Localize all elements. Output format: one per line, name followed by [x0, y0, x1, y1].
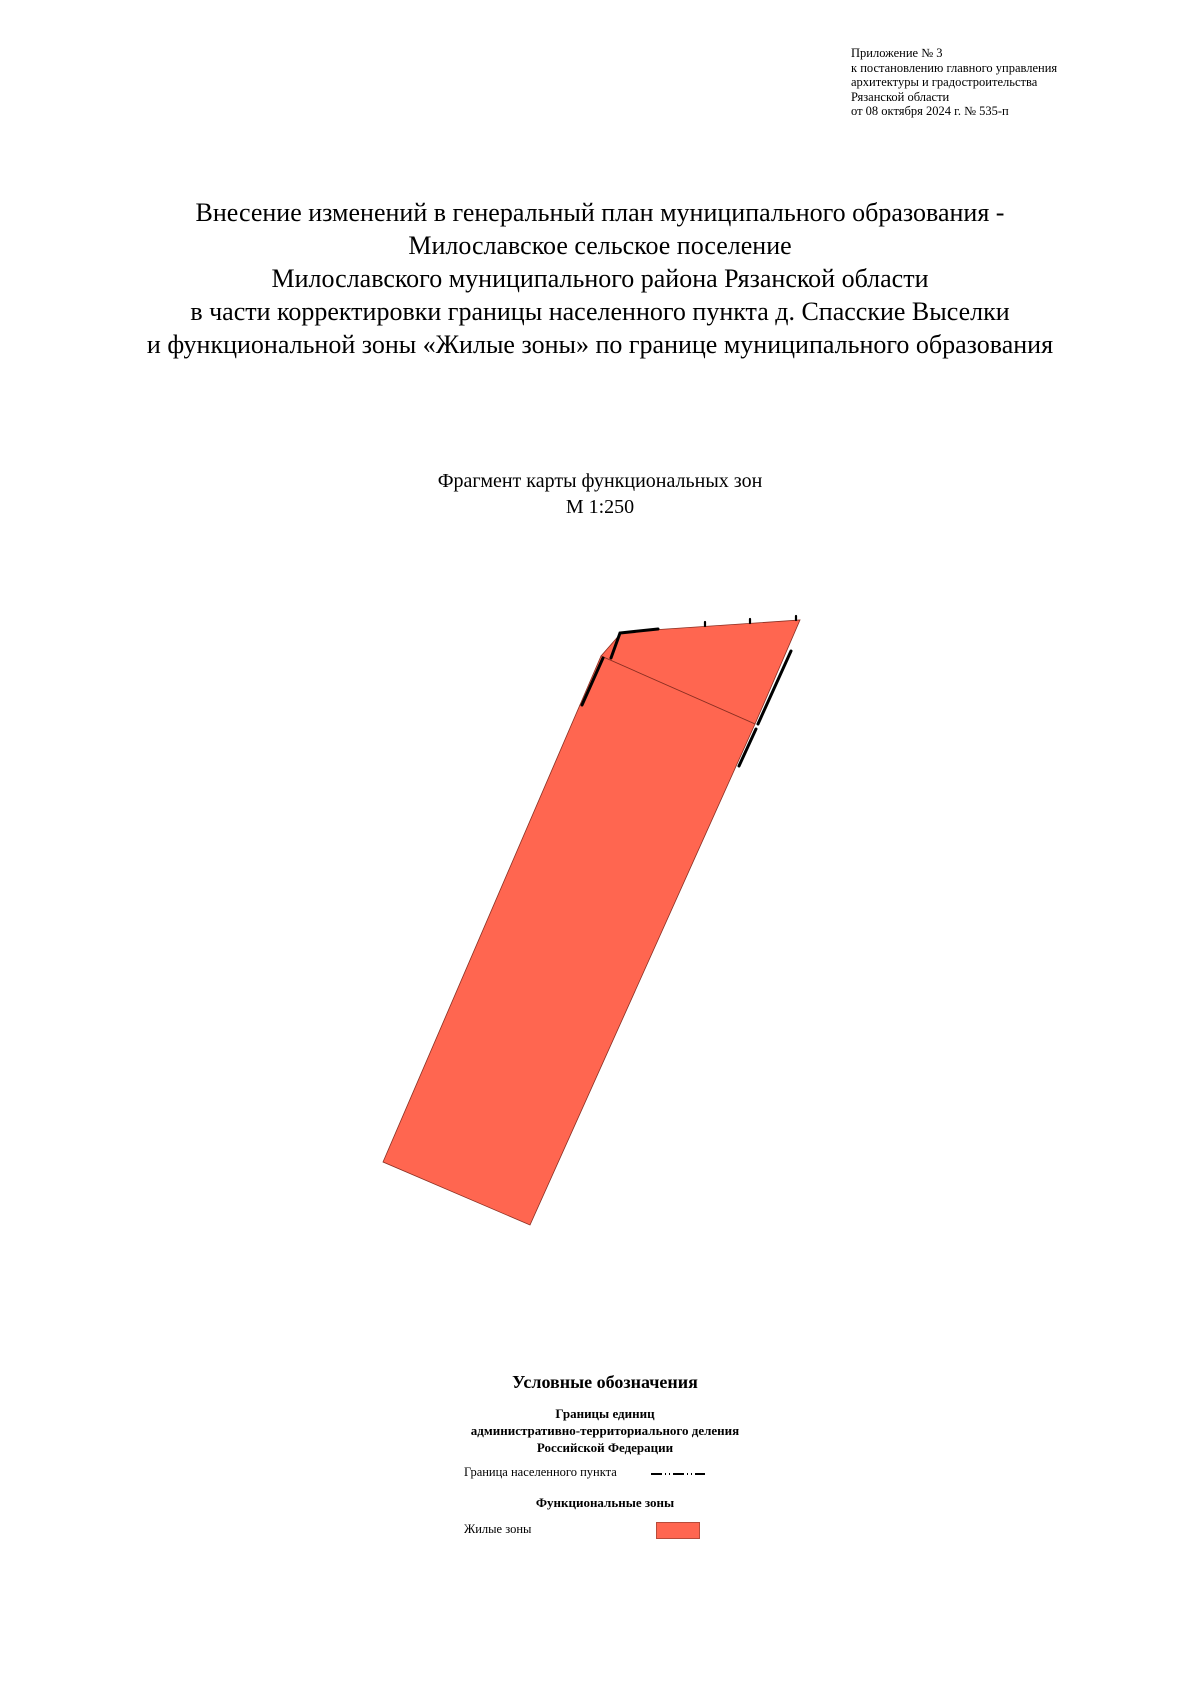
- title-line: и функциональной зоны «Жилые зоны» по границе муниципального образования: [146, 330, 1054, 359]
- legend-group-line: административно-территориального деления: [470, 1423, 740, 1438]
- appendix-line: Приложение № 3: [851, 46, 943, 60]
- appendix-line: от 08 октября 2024 г. № 535-п: [851, 104, 1009, 118]
- legend-settlement-boundary-label: Граница населенного пункта: [464, 1465, 617, 1479]
- title-line: в части корректировки границы населенного пункта д. Спасские Выселки: [190, 297, 1010, 326]
- legend-group-line: Границы единиц: [555, 1406, 655, 1421]
- legend-boundaries-group: [400, 1405, 810, 1456]
- title-line: Милославского муниципального района Рязанской области: [271, 264, 929, 293]
- map-scale: М 1:250: [565, 496, 635, 518]
- legend-group-line: Российской Федерации: [536, 1440, 674, 1455]
- legend-residential-swatch: [656, 1522, 700, 1539]
- title-line: Милославское сельское поселение: [408, 231, 792, 260]
- map-heading: Фрагмент карты функциональных зон: [437, 470, 763, 492]
- legend-settlement-boundary-symbol: [650, 1469, 706, 1479]
- legend-functional-zones-group: Функциональные зоны: [535, 1495, 675, 1510]
- appendix-line: к постановлению главного управления: [851, 60, 1058, 75]
- appendix-line: Рязанской области: [851, 89, 950, 104]
- legend-title: Условные обозначения: [512, 1372, 698, 1392]
- legend-residential-label: Жилые зоны: [464, 1522, 532, 1536]
- title-line: Внесение изменений в генеральный план муниципального образования -: [195, 198, 1005, 227]
- residential-zone-polygon: [383, 656, 755, 1225]
- appendix-line: архитектуры и градостроительства: [851, 75, 1038, 89]
